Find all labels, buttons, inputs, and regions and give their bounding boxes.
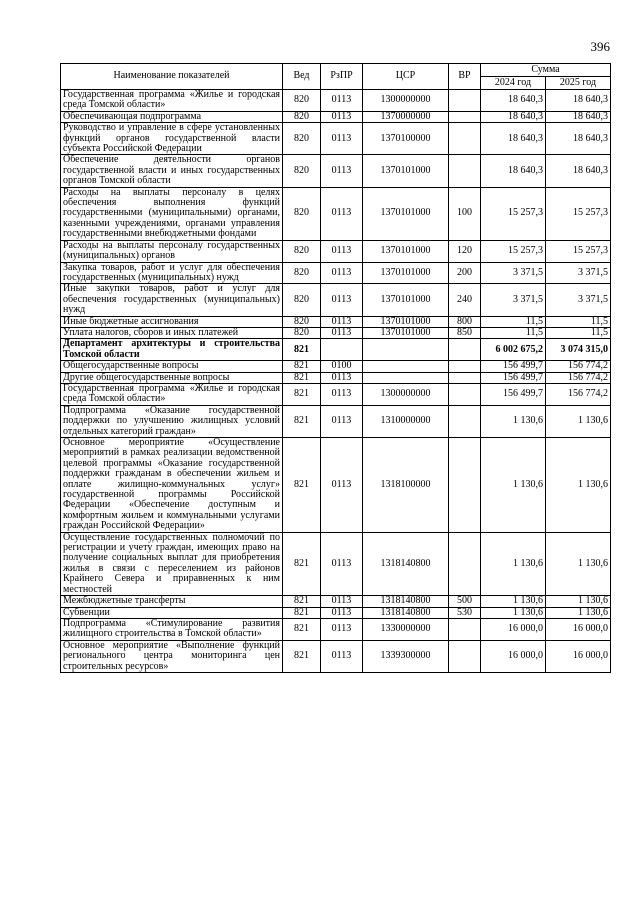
cell-2024: 156 499,7 <box>481 383 546 405</box>
cell-2024: 1 130,6 <box>481 405 546 437</box>
table-row <box>61 111 611 122</box>
cell-rzpr: 0113 <box>321 607 363 618</box>
cell-2025: 18 640,3 <box>546 123 611 155</box>
table-row <box>61 640 611 672</box>
table-row <box>61 607 611 618</box>
cell-csr: 1330000000 <box>363 618 449 640</box>
cell-csr: 1370101000 <box>363 240 449 262</box>
cell-2024: 16 000,0 <box>481 618 546 640</box>
cell-vr <box>449 372 481 383</box>
cell-name: Межбюджетные трансферты <box>61 596 283 607</box>
cell-vr <box>449 339 481 361</box>
cell-2025: 156 774,2 <box>546 383 611 405</box>
table-row <box>61 155 611 187</box>
cell-2025: 18 640,3 <box>546 111 611 122</box>
cell-rzpr: 0113 <box>321 111 363 122</box>
cell-name: Субвенции <box>61 607 283 618</box>
cell-rzpr: 0113 <box>321 640 363 672</box>
cell-2024: 11,5 <box>481 327 546 338</box>
cell-ved: 820 <box>283 327 321 338</box>
budget-table <box>60 63 611 673</box>
cell-ved: 820 <box>283 111 321 122</box>
cell-2024: 18 640,3 <box>481 123 546 155</box>
cell-csr: 1300000000 <box>363 90 449 112</box>
cell-csr: 1370101000 <box>363 262 449 284</box>
cell-csr: 1318140800 <box>363 532 449 595</box>
cell-rzpr: 0113 <box>321 240 363 262</box>
cell-2025: 11,5 <box>546 327 611 338</box>
cell-rzpr: 0113 <box>321 155 363 187</box>
table-row <box>61 596 611 607</box>
cell-2025: 156 774,2 <box>546 361 611 372</box>
cell-vr <box>449 640 481 672</box>
cell-csr: 1370101000 <box>363 316 449 327</box>
header-name: Наименование показателей <box>61 64 283 90</box>
cell-rzpr <box>321 339 363 361</box>
table-header <box>61 64 611 90</box>
cell-2024: 156 499,7 <box>481 361 546 372</box>
cell-rzpr: 0113 <box>321 596 363 607</box>
cell-2025: 18 640,3 <box>546 90 611 112</box>
cell-rzpr: 0113 <box>321 327 363 338</box>
cell-vr <box>449 111 481 122</box>
cell-ved: 821 <box>283 372 321 383</box>
cell-ved: 820 <box>283 240 321 262</box>
cell-csr: 1300000000 <box>363 383 449 405</box>
cell-vr: 200 <box>449 262 481 284</box>
cell-2024: 156 499,7 <box>481 372 546 383</box>
cell-name: Департамент архитектуры и строительства Томской области <box>61 339 283 361</box>
table-row <box>61 187 611 240</box>
cell-vr: 240 <box>449 284 481 316</box>
cell-ved: 821 <box>283 618 321 640</box>
cell-name: Уплата налогов, сборов и иных платежей <box>61 327 283 338</box>
cell-rzpr: 0113 <box>321 405 363 437</box>
cell-2025: 3 371,5 <box>546 262 611 284</box>
cell-2024: 16 000,0 <box>481 640 546 672</box>
cell-vr <box>449 618 481 640</box>
cell-2025: 16 000,0 <box>546 640 611 672</box>
page-number: 396 <box>590 39 610 54</box>
table-row <box>61 327 611 338</box>
cell-vr <box>449 123 481 155</box>
cell-rzpr: 0113 <box>321 284 363 316</box>
cell-name: Подпрограмма «Оказание государственной поддержки по улучшению жилищных условий отдельных категорий граждан» <box>61 405 283 437</box>
cell-ved: 820 <box>283 284 321 316</box>
cell-name: Закупка товаров, работ и услуг для обеспечения государственных (муниципальных) нужд <box>61 262 283 284</box>
cell-csr: 1318140800 <box>363 607 449 618</box>
cell-2024: 6 002 675,2 <box>481 339 546 361</box>
cell-ved: 821 <box>283 438 321 533</box>
cell-rzpr: 0113 <box>321 123 363 155</box>
header-sum: Сумма <box>481 64 611 77</box>
cell-2025: 15 257,3 <box>546 240 611 262</box>
cell-name: Государственная программа «Жилье и городская среда Томской области» <box>61 90 283 112</box>
cell-name: Обеспечивающая подпрограмма <box>61 111 283 122</box>
cell-vr: 800 <box>449 316 481 327</box>
cell-ved: 820 <box>283 123 321 155</box>
cell-name: Расходы на выплаты персоналу в целях обеспечения выполнения функций государственными (муниципальными) органами, казенными учреждениями, органами управления государственными внебюджетными фондами <box>61 187 283 240</box>
cell-name: Осуществление государственных полномочий по регистрации и учету граждан, имеющих право на получение социальных выплат для приобретения жилья в связи с переселением из районов Крайнего Севера и приравненных к ним местностей <box>61 532 283 595</box>
cell-vr: 500 <box>449 596 481 607</box>
cell-vr <box>449 155 481 187</box>
cell-2025: 1 130,6 <box>546 596 611 607</box>
cell-vr: 100 <box>449 187 481 240</box>
cell-name: Расходы на выплаты персоналу государственных (муниципальных) органов <box>61 240 283 262</box>
cell-ved: 820 <box>283 155 321 187</box>
cell-vr <box>449 361 481 372</box>
cell-csr <box>363 361 449 372</box>
table-row <box>61 240 611 262</box>
cell-2025: 1 130,6 <box>546 405 611 437</box>
cell-2025: 156 774,2 <box>546 372 611 383</box>
table-row <box>61 262 611 284</box>
cell-name: Обеспечение деятельности органов государственной власти и иных государственных органов Томской области <box>61 155 283 187</box>
cell-ved: 821 <box>283 532 321 595</box>
cell-2025: 16 000,0 <box>546 618 611 640</box>
cell-2024: 15 257,3 <box>481 187 546 240</box>
cell-name: Руководство и управление в сфере установленных функций органов государственной власти субъекта Российской Федерации <box>61 123 283 155</box>
table-body <box>61 90 611 673</box>
table-row <box>61 316 611 327</box>
cell-csr: 1370101000 <box>363 327 449 338</box>
header-year-2024: 2024 год <box>481 77 546 90</box>
cell-csr: 1370101000 <box>363 187 449 240</box>
cell-2024: 3 371,5 <box>481 284 546 316</box>
table-row <box>61 339 611 361</box>
cell-vr: 120 <box>449 240 481 262</box>
cell-ved: 820 <box>283 90 321 112</box>
cell-name: Основное мероприятие «Осуществление мероприятий в рамках реализации ведомственной целевой программы «Оказание государственной поддержки гражданам в обеспечении жильем и оплате жилищно-коммунальных услуг» государственной программы Российской Федерации «Обеспечение доступным и комфортным жильем и коммунальными услугами граждан Российской Федерации» <box>61 438 283 533</box>
table-row <box>61 618 611 640</box>
table-row <box>61 90 611 112</box>
cell-2025: 18 640,3 <box>546 155 611 187</box>
cell-csr <box>363 372 449 383</box>
cell-name: Подпрограмма «Стимулирование развития жилищного строительства в Томской области» <box>61 618 283 640</box>
cell-name: Иные бюджетные ассигнования <box>61 316 283 327</box>
cell-ved: 821 <box>283 339 321 361</box>
cell-rzpr: 0113 <box>321 316 363 327</box>
cell-ved: 821 <box>283 607 321 618</box>
cell-rzpr: 0113 <box>321 187 363 240</box>
table-row <box>61 284 611 316</box>
cell-2024: 18 640,3 <box>481 155 546 187</box>
cell-ved: 820 <box>283 316 321 327</box>
cell-ved: 820 <box>283 262 321 284</box>
cell-2024: 18 640,3 <box>481 90 546 112</box>
table-row <box>61 383 611 405</box>
cell-name: Государственная программа «Жилье и городская среда Томской области» <box>61 383 283 405</box>
cell-2025: 3 371,5 <box>546 284 611 316</box>
cell-ved: 821 <box>283 361 321 372</box>
cell-2024: 1 130,6 <box>481 532 546 595</box>
header-csr: ЦСР <box>363 64 449 90</box>
cell-2024: 18 640,3 <box>481 111 546 122</box>
cell-2025: 1 130,6 <box>546 532 611 595</box>
table-row <box>61 123 611 155</box>
cell-rzpr: 0113 <box>321 532 363 595</box>
cell-csr: 1370101000 <box>363 284 449 316</box>
cell-2025: 3 074 315,0 <box>546 339 611 361</box>
header-rzpr: РзПР <box>321 64 363 90</box>
cell-ved: 821 <box>283 596 321 607</box>
cell-ved: 821 <box>283 383 321 405</box>
cell-2024: 1 130,6 <box>481 438 546 533</box>
cell-vr <box>449 532 481 595</box>
cell-csr: 1310000000 <box>363 405 449 437</box>
cell-2025: 1 130,6 <box>546 607 611 618</box>
cell-rzpr: 0100 <box>321 361 363 372</box>
cell-rzpr: 0113 <box>321 383 363 405</box>
cell-name: Основное мероприятие «Выполнение функций регионального центра мониторинга цен строительных ресурсов» <box>61 640 283 672</box>
cell-2024: 15 257,3 <box>481 240 546 262</box>
cell-csr: 1339300000 <box>363 640 449 672</box>
cell-2025: 1 130,6 <box>546 438 611 533</box>
cell-csr <box>363 339 449 361</box>
cell-rzpr: 0113 <box>321 618 363 640</box>
cell-vr <box>449 438 481 533</box>
table-row <box>61 438 611 533</box>
cell-2025: 11,5 <box>546 316 611 327</box>
cell-csr: 1370100000 <box>363 123 449 155</box>
cell-csr: 1370000000 <box>363 111 449 122</box>
table-row <box>61 532 611 595</box>
table-row <box>61 405 611 437</box>
cell-rzpr: 0113 <box>321 262 363 284</box>
header-year-2025: 2025 год <box>546 77 611 90</box>
cell-2024: 1 130,6 <box>481 596 546 607</box>
cell-2025: 15 257,3 <box>546 187 611 240</box>
cell-vr <box>449 90 481 112</box>
cell-ved: 820 <box>283 187 321 240</box>
cell-rzpr: 0113 <box>321 438 363 533</box>
cell-rzpr: 0113 <box>321 90 363 112</box>
table-row <box>61 361 611 372</box>
table-row <box>61 372 611 383</box>
cell-2024: 3 371,5 <box>481 262 546 284</box>
cell-csr: 1318100000 <box>363 438 449 533</box>
cell-csr: 1318140800 <box>363 596 449 607</box>
cell-vr <box>449 383 481 405</box>
cell-name: Иные закупки товаров, работ и услуг для обеспечения государственных (муниципальных) нужд <box>61 284 283 316</box>
cell-ved: 821 <box>283 405 321 437</box>
header-vr: ВР <box>449 64 481 90</box>
header-ved: Вед <box>283 64 321 90</box>
cell-vr: 530 <box>449 607 481 618</box>
cell-vr <box>449 405 481 437</box>
cell-rzpr: 0113 <box>321 372 363 383</box>
cell-csr: 1370101000 <box>363 155 449 187</box>
cell-2024: 1 130,6 <box>481 607 546 618</box>
cell-2024: 11,5 <box>481 316 546 327</box>
cell-vr: 850 <box>449 327 481 338</box>
cell-ved: 821 <box>283 640 321 672</box>
cell-name: Другие общегосударственные вопросы <box>61 372 283 383</box>
cell-name: Общегосударственные вопросы <box>61 361 283 372</box>
